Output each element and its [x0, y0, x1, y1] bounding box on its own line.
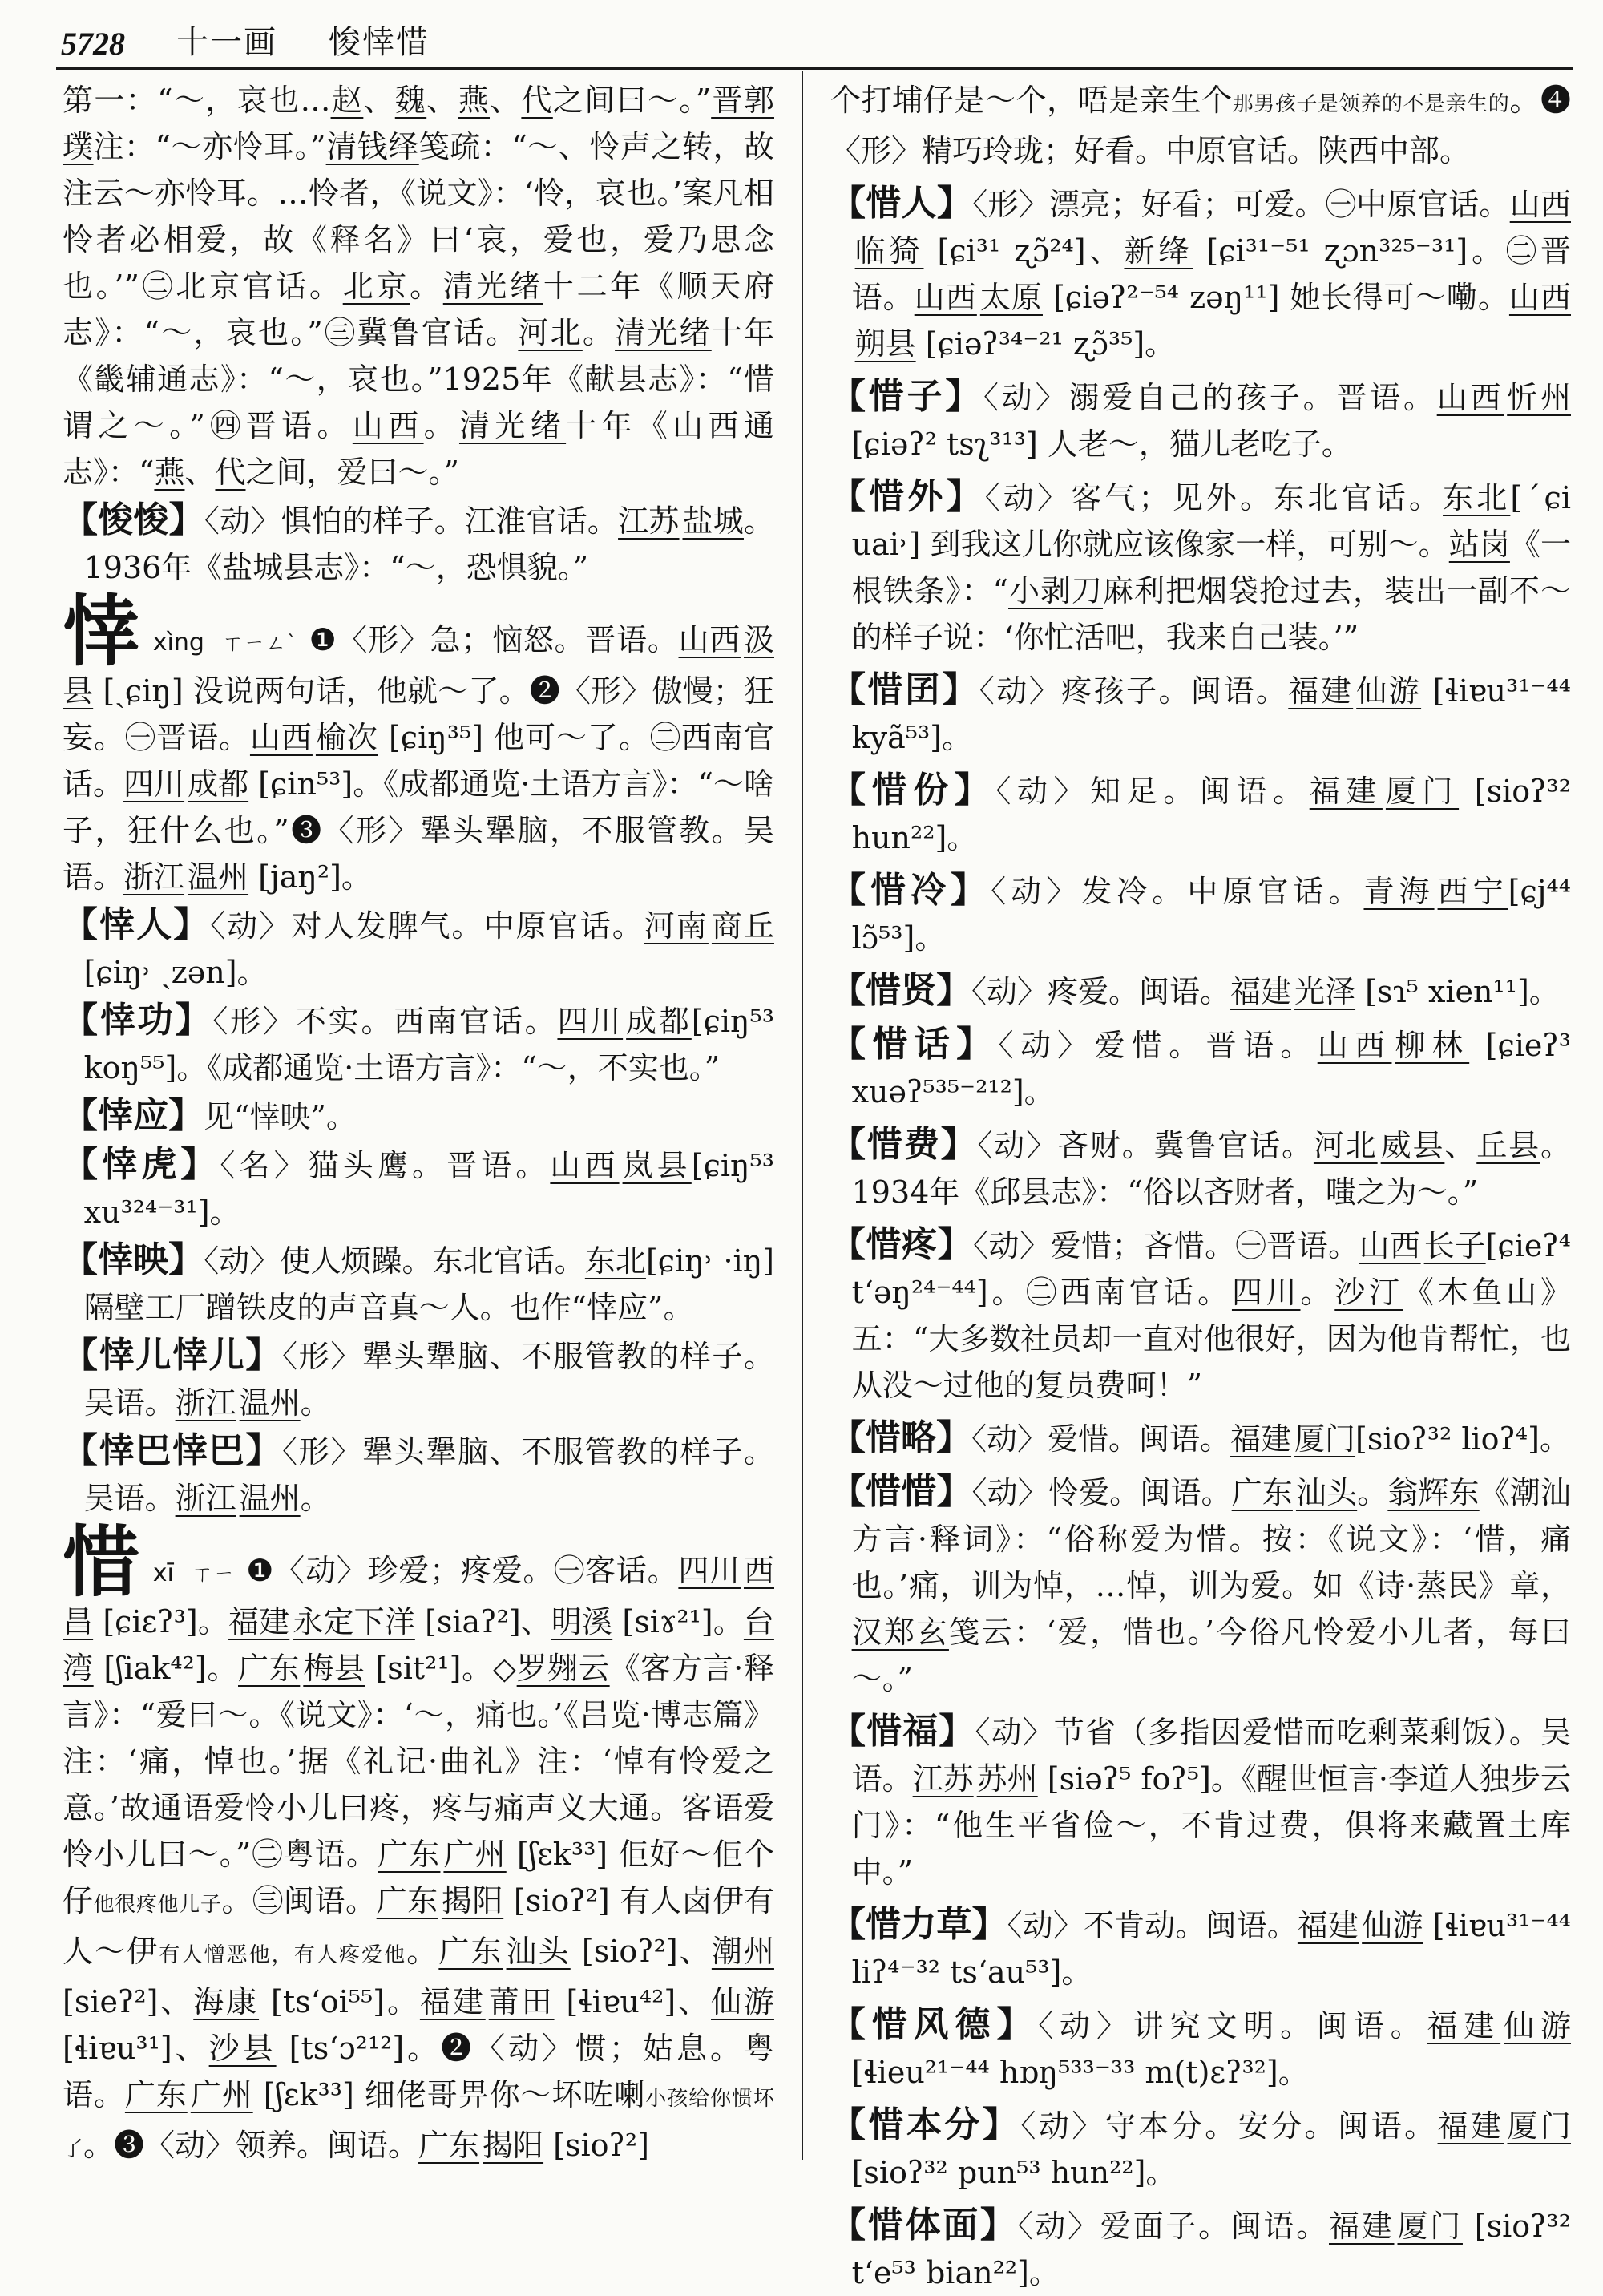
entry-headword: 【悛悛】: [63, 499, 204, 540]
underlined-term: 燕: [458, 83, 490, 118]
underlined-term: 朔县: [854, 326, 916, 362]
text-run: 。㊂闽语。: [221, 1883, 377, 1918]
underlined-term: 柳林: [1395, 1028, 1470, 1063]
underlined-term: 福建: [419, 1984, 486, 2019]
dictionary-entry: [830, 1122, 1571, 1215]
underlined-term: 山西: [1317, 1028, 1392, 1063]
dictionary-entry: [63, 997, 774, 1091]
text-run: 。: [300, 1481, 331, 1516]
underlined-term: 山西: [550, 1148, 620, 1183]
underlined-term: 四川: [678, 1553, 741, 1588]
text-run: 。: [582, 315, 616, 350]
text-run: 。: [410, 269, 443, 304]
page-number: 5728: [61, 26, 125, 62]
text-run: [sɿ⁵ xien¹¹]。: [1355, 974, 1560, 1009]
text-run: [sioʔ³² hun²²]。: [851, 774, 1571, 855]
text-run: 。: [300, 1385, 331, 1421]
entry-headword: 【悻儿悻儿】: [63, 1335, 282, 1376]
entry-headword: 【悻应】: [63, 1095, 204, 1136]
underlined-term: 厦门: [1397, 2209, 1463, 2244]
underlined-term: 代: [521, 83, 553, 118]
entry-headword: 【惜份】: [830, 770, 996, 810]
entry-headword: 【惜本分】: [830, 2104, 1021, 2145]
text-run: 〈动〉爱面子。闽语。: [1017, 2209, 1330, 2244]
text-run: 。: [406, 1934, 439, 1969]
text-run: 十年《山西通志》：“: [63, 408, 774, 490]
underlined-term: 浙江: [123, 859, 185, 895]
dictionary-entry: [830, 1222, 1571, 1409]
underlined-term: 翁辉东: [1387, 1475, 1480, 1510]
underlined-term: 忻州: [1507, 380, 1571, 415]
dictionary-entry: [830, 2002, 1571, 2096]
text-run: 〈动〉怜爱。闽语。: [971, 1475, 1232, 1510]
underlined-term: 山西: [914, 280, 977, 315]
underlined-term: 广东: [238, 1651, 301, 1686]
text-run: 。1936年《盐城县志》：“～，恐惧貌。”: [83, 503, 774, 585]
text-run: 笺疏：“～、怜声之转，故注云～亦怜耳。…怜者，《说文》：‘怜，哀也。’案凡相怜者必相爱，故《释名》曰‘哀，爱也，爱乃思念也。’”㊁北京官话。: [63, 129, 774, 304]
text-run: [ɕiəʔ³⁴⁻²¹ ʐɔ̃³⁵]。: [915, 326, 1176, 362]
underlined-term: 燕: [154, 455, 185, 490]
entry-headword: 【惜冷】: [830, 870, 991, 911]
text-run: 、: [184, 455, 216, 490]
underlined-term: 台湾: [63, 1604, 774, 1686]
text-run: [ɕin⁵³]。《成都通览·土语方言》：“～啥子，狂什么也。”❸〈形〉犟头犟脑，不服管教。吴语。: [63, 766, 774, 895]
underlined-term: 山西: [249, 720, 313, 755]
text-run: 〈动〉爱惜。闽语。: [971, 1421, 1231, 1457]
text-run: 〈动〉使人烦躁。东北官话。: [204, 1243, 585, 1279]
text-run: 〈形〉犟头犟脑、不服管教的样子。吴语。: [83, 1434, 774, 1516]
text-run: 〈动〉疼孩子。闽语。: [979, 673, 1289, 709]
dictionary-entry: [830, 180, 1571, 367]
entry-headword: 【惜人】: [830, 183, 973, 224]
text-run: 《一根铁条》：“: [851, 527, 1571, 608]
entry-headword: 【惜囝】: [830, 669, 979, 710]
text-run: 。1934年《邱县志》：“俗以吝财者，嗤之为～。”: [851, 1128, 1571, 1210]
underlined-term: 山西: [1508, 280, 1571, 315]
text-run: 〈动〉爱惜；吝惜。㊀晋语。: [973, 1228, 1359, 1263]
underlined-term: 榆次: [315, 720, 378, 755]
underlined-term: 海康: [193, 1984, 260, 2019]
underlined-term: 福建: [1288, 673, 1354, 709]
underlined-term: 广州: [190, 2077, 253, 2112]
underlined-term: 汲县: [63, 622, 774, 709]
dictionary-entry: [830, 968, 1571, 1015]
underlined-term: 仙游: [711, 1984, 774, 2019]
pinyin: xī: [152, 1559, 174, 1587]
continued-text: [63, 77, 774, 495]
underlined-term: 成都: [626, 1004, 692, 1039]
text-run: 〈形〉犟头犟脑、不服管教的样子。吴语。: [83, 1339, 774, 1421]
underlined-term: 太原: [979, 280, 1043, 315]
underlined-term: 福建: [1297, 1908, 1359, 1943]
text-run: [siaʔ²]、: [414, 1604, 551, 1639]
text-run: 《客方言·释言》：“爱曰～。《说文》：‘～，痛也。’《吕览·博志篇》注：‘痛，悼也。’据《礼记·曲礼》注：‘悼有怜爱之意。’故通语爱怜小儿曰疼，疼与痛声义大通。客语爱怜小儿曰～。”㊁粤语。: [63, 1651, 774, 1872]
zhuyin: ㄒㄧ: [191, 1562, 236, 1587]
text-run: [tsʻɔ²¹²]。❷〈动〉惯；姑息。粤语。: [63, 2031, 774, 2112]
text-run: 〈动〉溺爱自己的孩子。晋语。: [983, 380, 1437, 415]
text-run: [ɬiɐu³¹⁻⁴⁴ liʔ⁴⁻³² tsʻau⁵³]。: [851, 1908, 1571, 1990]
page-headword-range: 悛悻惜: [329, 24, 430, 61]
text-run: 〈动〉爱惜。晋语。: [998, 1028, 1318, 1063]
underlined-term: 广东: [378, 1837, 441, 1872]
underlined-term: 广州: [443, 1837, 507, 1872]
text-run: 。: [1357, 1475, 1388, 1510]
underlined-term: 汉郑玄: [851, 1615, 949, 1650]
underlined-term: 魏: [394, 83, 427, 118]
text-run: [siəʔ⁵ foʔ⁵]。《醒世恒言·李道人独步云门》：“他生平省俭～，不肯过费，俱将来藏置土库中。”: [851, 1761, 1571, 1890]
entry-headword: 【惜贤】: [830, 970, 971, 1011]
text-run: [ɕiɛʔ³]。: [93, 1604, 229, 1639]
underlined-term: 清光绪: [615, 315, 712, 350]
underlined-term: 山西: [678, 622, 741, 657]
underlined-term: 四川: [1231, 1275, 1301, 1310]
pinyin: xìng: [152, 629, 204, 657]
text-run: 〈动〉讲究文明。闽语。: [1038, 2008, 1427, 2043]
text-run: [sioʔ²]: [543, 2128, 649, 2163]
underlined-term: 清光绪: [442, 269, 543, 304]
text-run: [ɕiŋ³⁵] 他可～了。㊁西南官话。: [63, 720, 774, 802]
underlined-term: 广东: [376, 1883, 438, 1918]
dictionary-entry: [63, 1093, 774, 1140]
underlined-term: 福建: [1309, 774, 1383, 809]
underlined-term: 东北: [1443, 480, 1511, 515]
underlined-term: 北京: [342, 269, 410, 304]
underlined-term: 永定下洋: [293, 1604, 415, 1639]
entry-headword: 【悻映】: [63, 1239, 204, 1280]
dictionary-entry: [63, 1428, 774, 1522]
character-headword: 悻: [63, 586, 140, 677]
text-run: [sioʔ²]、: [570, 1934, 712, 1969]
underlined-term: 西昌: [63, 1553, 774, 1639]
dictionary-entry: [63, 1237, 774, 1331]
text-run: [ɕiəʔ²⁻⁵⁴ zəŋ¹¹] 她长得可～嘞。: [1042, 280, 1509, 315]
text-run: 〈动〉不肯动。闽语。: [1007, 1908, 1298, 1943]
underlined-term: 浙江: [175, 1385, 236, 1421]
text-run: [tsʻoi⁵⁵]。: [259, 1984, 420, 2019]
underlined-term: 光泽: [1294, 974, 1356, 1009]
underlined-term: 成都: [188, 766, 249, 802]
dictionary-entry: [830, 767, 1571, 861]
text-run: [ɕi³¹ ʐɔ̃²⁴]、: [923, 233, 1125, 269]
text-run: 麻利把烟袋抢过去，装出一副不～的样子说：‘你忙活吧，我来自己装。’”: [851, 573, 1571, 655]
text-run: [ɕiŋ⁵³ xu³²⁴⁻³¹]。: [83, 1148, 774, 1230]
text-run: 〈动〉客气；见外。东北官话。: [984, 480, 1444, 515]
underlined-term: 新绛: [1124, 233, 1193, 269]
underlined-term: 河北: [518, 315, 583, 350]
dictionary-entry: [830, 374, 1571, 467]
underlined-term: 厦门: [1294, 1421, 1356, 1457]
text-run: [ɬiɐu³¹]、: [63, 2031, 209, 2066]
underlined-term: 厦门: [1385, 774, 1460, 809]
dictionary-entry: [830, 2102, 1571, 2196]
character-headword: 惜: [63, 1517, 140, 1607]
dictionary-entry: [63, 1142, 774, 1235]
underlined-term: 江苏: [912, 1761, 974, 1797]
character-entry: [63, 586, 774, 900]
text-run: [ˏɕiŋ] 没说两句话，他就～了。❷〈形〉傲慢；狂妄。㊀晋语。: [63, 673, 774, 755]
dictionary-entry: [830, 1902, 1571, 1995]
underlined-term: 威县: [1380, 1128, 1445, 1163]
underlined-term: 小剥刀: [1008, 573, 1104, 608]
underlined-term: 青海: [1363, 874, 1435, 909]
text-run: 十二年《顺天府志》：“～，哀也。”㊂冀鲁官话。: [63, 269, 774, 350]
gloss: 他很疼他儿子: [93, 1893, 222, 1917]
text-run: 。: [423, 408, 459, 443]
underlined-term: 晋郭璞: [63, 83, 774, 164]
underlined-term: 沙县: [208, 2031, 277, 2066]
text-run: [ʃɛk³³] 细佬哥畀你～坏咗喇: [252, 2077, 646, 2112]
text-run: [ɕi³¹⁻⁵¹ ʐɔn³²⁵⁻³¹]。㊁晋语。: [851, 233, 1571, 315]
header-rule: [56, 67, 1573, 70]
underlined-term: 福建: [1230, 1421, 1292, 1457]
underlined-term: 罗翙云: [516, 1651, 610, 1686]
underlined-term: 福建: [1427, 2008, 1501, 2043]
text-run: 〈动〉吝财。冀鲁官话。: [977, 1128, 1314, 1163]
text-run: 《潮汕方言·释词》：“俗称爱为惜。按：《说文》：‘惜，痛也。’痛，训为悼，…悼，训为爱。如《诗·蒸民》章，: [851, 1475, 1571, 1603]
underlined-term: 福建: [1230, 974, 1292, 1009]
text-run: 〈形〉不实。西南官话。: [212, 1004, 558, 1039]
gloss: 小孩给你惯坏了: [63, 2087, 774, 2161]
underlined-term: 仙游: [1356, 673, 1422, 709]
text-run: [ɬiɐu⁴²]、: [554, 1984, 712, 2019]
underlined-term: 广东: [438, 1934, 503, 1969]
underlined-term: 莆田: [488, 1984, 555, 2019]
underlined-term: 潮州: [711, 1934, 774, 1969]
entry-headword: 【惜费】: [830, 1124, 978, 1165]
underlined-term: 岚县: [622, 1148, 692, 1183]
dictionary-entry: [830, 1021, 1571, 1115]
text-run: 〈动〉对人发脾气。中原官话。: [210, 908, 644, 944]
underlined-term: 清钱绎: [325, 129, 419, 164]
text-run: 、: [363, 83, 395, 118]
entry-headword: 【悻功】: [63, 1000, 213, 1041]
underlined-term: 临猗: [854, 233, 924, 269]
text-run: 、: [1444, 1128, 1477, 1163]
underlined-term: 山西: [1359, 1228, 1421, 1263]
text-run: 〈动〉节省（多指因爱惜而吃剩菜剩饭）。吴语。: [851, 1715, 1571, 1797]
underlined-term: 江苏: [618, 503, 680, 539]
underlined-term: 清光绪: [458, 408, 567, 443]
underlined-term: 揭阳: [483, 2128, 544, 2163]
text-run: 《木鱼山》五：“大多数社员却一直对他很好，因为他肯帮忙，也从没～过他的复员费呵！”: [851, 1275, 1571, 1403]
text-run: [ˊɕi uai˒] 到我这儿你就应该像家一样，可别～。: [851, 480, 1571, 562]
dictionary-entry: [63, 902, 774, 996]
underlined-term: 长子: [1423, 1228, 1486, 1263]
dictionary-entry: [63, 1332, 774, 1426]
text-run: 〈动〉惧怕的样子。江淮官话。: [204, 503, 619, 539]
text-run: [ɕiŋ˒ ˏzən]。: [83, 955, 268, 990]
text-run: 见“悻映”。: [204, 1099, 357, 1134]
text-run: [ʃɛk³³] 佢好～佢个仔: [63, 1837, 774, 1918]
text-run: 个打埔仔是～个，唔是亲生个: [830, 83, 1233, 118]
underlined-term: 山西: [1436, 380, 1504, 415]
text-run: [siɤ²¹]。: [612, 1604, 744, 1639]
underlined-term: 四川: [557, 1004, 624, 1039]
text-run: 〈形〉漂亮；好看；可爱。㊀中原官话。: [972, 187, 1510, 222]
entry-headword: 【惜福】: [830, 1711, 975, 1752]
text-run: [sioʔ²] 有人卤伊有人～伊: [63, 1883, 774, 1969]
underlined-term: 广东: [418, 2128, 480, 2163]
underlined-term: 温州: [188, 859, 249, 895]
text-run: 之间曰～。”: [552, 83, 712, 118]
entry-headword: 【惜话】: [830, 1024, 999, 1065]
text-run: ❶〈形〉急；恼怒。晋语。: [309, 622, 679, 657]
underlined-term: 汕头: [506, 1934, 571, 1969]
gloss: 有人憎恶他，有人疼爱他: [159, 1943, 407, 1967]
underlined-term: 厦门: [1507, 2108, 1571, 2144]
text-run: 、: [489, 83, 522, 118]
underlined-term: 代: [215, 455, 246, 490]
underlined-term: 沙汀: [1334, 1275, 1403, 1310]
dictionary-entry: [830, 667, 1571, 761]
entry-headword: 【惜疼】: [830, 1224, 974, 1265]
underlined-term: 广东: [124, 2077, 188, 2112]
underlined-term: 温州: [239, 1385, 301, 1421]
text-run: 。❸〈动〉领养。闽语。: [83, 2128, 419, 2163]
text-run: 〈动〉知足。闽语。: [995, 774, 1310, 809]
text-run: 〈动〉疼爱。闽语。: [971, 974, 1231, 1009]
character-entry: [63, 1517, 774, 2173]
column-divider: [802, 71, 803, 2160]
underlined-term: 揭阳: [441, 1883, 504, 1918]
running-header: [61, 11, 1568, 63]
text-run: 注：“～亦怜耳。”: [93, 129, 326, 164]
gloss: 那男孩子是领养的不是亲生的: [1232, 92, 1510, 116]
text-run: [sieʔ²]、: [63, 1984, 194, 2019]
left-column: [63, 77, 774, 2161]
text-run: 十年《畿辅通志》：“～，哀也。”1925年《献县志》：“惜谓之～。”㊃晋语。: [63, 315, 774, 443]
text-run: [sioʔ³² tʻe⁵³ bian²²]。: [851, 2209, 1571, 2290]
text-run: [ɕiəʔ² tsʅ³¹³] 人老～，猫儿老吃子。: [851, 426, 1352, 462]
text-run: 〈名〉猫头鹰。晋语。: [220, 1148, 551, 1183]
text-run: [jaŋ²]。: [248, 859, 372, 895]
text-run: [sit²¹]。◇: [365, 1651, 517, 1686]
entry-headword: 【悻人】: [63, 904, 211, 945]
text-run: 之间，爱曰～。”: [245, 455, 459, 490]
text-run: [sioʔ³² pun⁵³ hun²²]。: [851, 2155, 1177, 2190]
underlined-term: 明溪: [551, 1604, 613, 1639]
underlined-term: 苏州: [976, 1761, 1038, 1797]
text-run: [ɕieʔ³ xuəʔ⁵³⁵⁻²¹²]。: [851, 1028, 1571, 1110]
right-column: [830, 77, 1571, 2290]
zhuyin: ㄒㄧㄥˋ: [221, 632, 298, 656]
underlined-term: 广东: [1231, 1475, 1293, 1510]
underlined-term: 商丘: [711, 908, 774, 944]
entry-headword: 【惜子】: [830, 376, 984, 417]
text-run: ❶〈动〉珍爱；疼爱。㊀客话。: [246, 1553, 679, 1588]
underlined-term: 山西: [1509, 187, 1571, 222]
text-run: 。: [1300, 1275, 1335, 1310]
dictionary-entry: [830, 1708, 1571, 1895]
text-run: [ɬiɐu³¹⁻⁴⁴ kyã⁵³]。: [851, 673, 1571, 755]
text-run: 、: [426, 83, 458, 118]
underlined-term: 福建: [228, 1604, 290, 1639]
entry-headword: 【惜力草】: [830, 1904, 1007, 1945]
underlined-term: 浙江: [175, 1481, 236, 1516]
underlined-term: 东北: [584, 1243, 646, 1279]
stroke-count-section: 十一画: [176, 24, 277, 61]
dictionary-entry: [830, 1415, 1571, 1462]
entry-headword: 【悻虎】: [63, 1144, 220, 1185]
text-run: 〈动〉发冷。中原官话。: [991, 874, 1364, 909]
text-run: [ɕieʔ⁴ tʻəŋ²⁴⁻⁴⁴]。㊁西南官话。: [851, 1228, 1571, 1310]
dictionary-entry: [63, 497, 774, 591]
underlined-term: 丘县: [1476, 1128, 1540, 1163]
entry-headword: 【惜外】: [830, 476, 985, 517]
entry-headword: 【悻巴悻巴】: [63, 1430, 282, 1471]
dictionary-entry: [830, 867, 1571, 961]
dictionary-entry: [830, 1469, 1571, 1702]
text-run: 。❹〈形〉精巧玲珑；好看。中原官话。陕西中部。: [830, 83, 1571, 168]
entry-headword: 【惜体面】: [830, 2205, 1018, 2245]
entry-headword: 【惜风德】: [830, 2004, 1039, 2045]
continued-text: [830, 77, 1571, 174]
underlined-term: 汕头: [1295, 1475, 1358, 1510]
text-run: 笺云：‘爱，惜也。’今俗凡怜爱小儿者，每曰～。”: [851, 1615, 1571, 1696]
underlined-term: 河南: [644, 908, 709, 944]
text-run: [ɕiŋ˒ ·iŋ] 隔壁工厂蹭铁皮的声音真～人。也作“悻应”。: [83, 1243, 775, 1325]
entry-headword: 【惜惜】: [830, 1471, 972, 1512]
underlined-term: 站岗: [1448, 527, 1510, 562]
text-run: [ɕj⁴⁴ lɔ̃⁵³]。: [851, 874, 1571, 956]
underlined-term: 梅县: [303, 1651, 365, 1686]
underlined-term: 温州: [239, 1481, 301, 1516]
underlined-term: 仙游: [1504, 2008, 1571, 2043]
text-run: [ɬieu²¹⁻⁴⁴ hɒŋ⁵³³⁻³³ m(t)ɛʔ³²]。: [851, 2055, 1309, 2090]
entry-headword: 【惜略】: [830, 1417, 971, 1458]
text-run: [ɕiŋ⁵³ koŋ⁵⁵]。《成都通览·土语方言》：“～，不实也。”: [83, 1004, 774, 1085]
dictionary-entry: [830, 474, 1571, 661]
text-run: 第一：“～，哀也…: [63, 83, 331, 118]
underlined-term: 福建: [1437, 2108, 1504, 2144]
underlined-term: 河北: [1313, 1128, 1378, 1163]
text-run: 〈动〉守本分。安分。闽语。: [1020, 2108, 1438, 2144]
underlined-term: 四川: [123, 766, 185, 802]
dictionary-entry: [830, 2202, 1571, 2296]
underlined-term: 盐城: [682, 503, 744, 539]
underlined-term: 福建: [1329, 2209, 1395, 2244]
underlined-term: 西宁: [1437, 874, 1508, 909]
text-run: [sioʔ³² lioʔ⁴]。: [1355, 1421, 1570, 1457]
underlined-term: 赵: [330, 83, 364, 118]
text-run: [ʃiak⁴²]。: [93, 1651, 238, 1686]
underlined-term: 山西: [352, 408, 424, 443]
underlined-term: 仙游: [1362, 1908, 1423, 1943]
